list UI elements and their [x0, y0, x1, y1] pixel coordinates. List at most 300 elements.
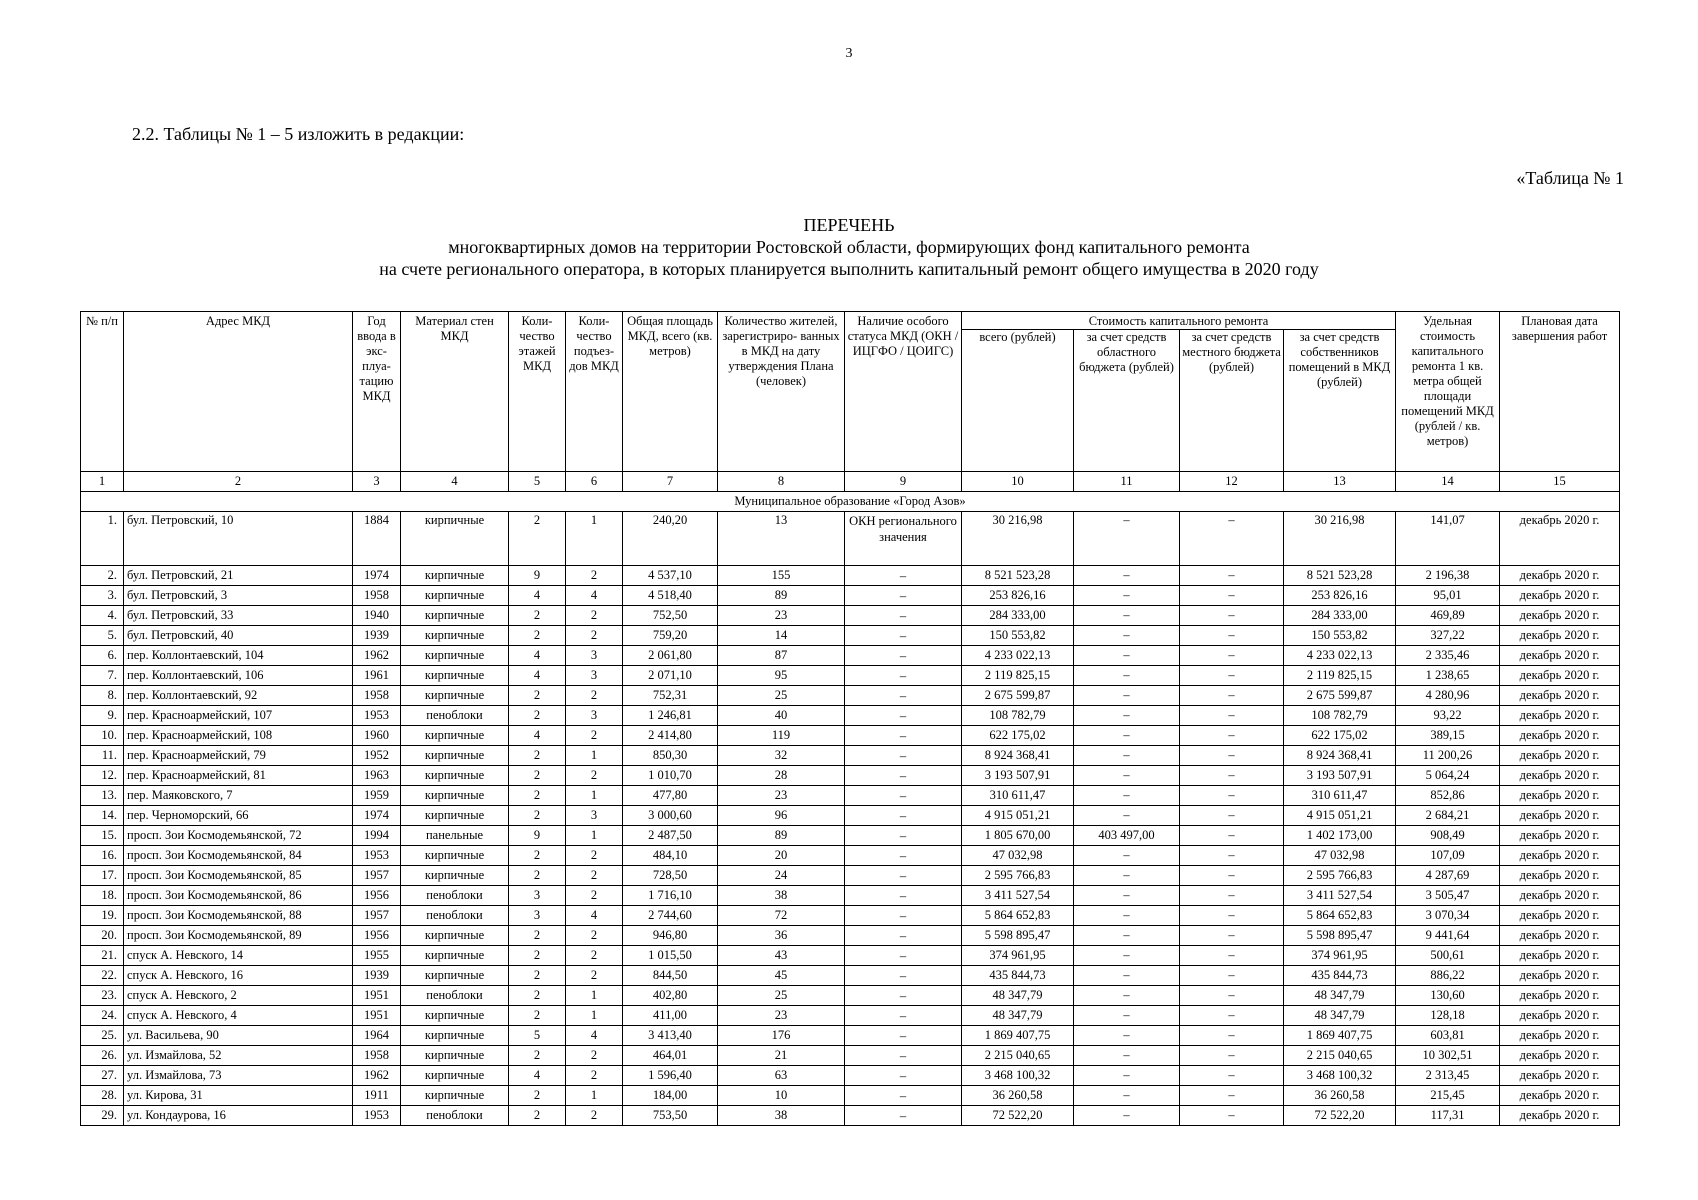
entrances-cell: 1 [566, 986, 623, 1006]
entrances-cell: 2 [566, 686, 623, 706]
cost-regional-cell: – [1074, 946, 1180, 966]
row-number: 8. [81, 686, 124, 706]
planned-date-cell: декабрь 2020 г. [1500, 606, 1620, 626]
floors-cell: 2 [509, 1006, 566, 1026]
cost-total-cell: 2 675 599,87 [962, 686, 1074, 706]
area-cell: 2 071,10 [623, 666, 718, 686]
year-cell: 1939 [353, 626, 401, 646]
cost-regional-cell: – [1074, 686, 1180, 706]
material-cell: кирпичные [401, 686, 509, 706]
cost-local-cell: – [1180, 986, 1284, 1006]
cost-local-cell: – [1180, 706, 1284, 726]
table-row [81, 1046, 1620, 1066]
planned-date-cell: декабрь 2020 г. [1500, 1106, 1620, 1126]
address-cell: ул. Измайлова, 52 [124, 1046, 353, 1066]
material-cell: кирпичные [401, 1066, 509, 1086]
cost-total-cell: 2 119 825,15 [962, 666, 1074, 686]
row-number: 12. [81, 766, 124, 786]
entrances-cell: 2 [566, 566, 623, 586]
header-area: Общая площадь МКД, всего (кв. метров) [623, 312, 718, 472]
cost-total-cell: 435 844,73 [962, 966, 1074, 986]
table-row [81, 512, 1620, 566]
status-cell: – [845, 886, 962, 906]
year-cell: 1994 [353, 826, 401, 846]
cost-owners-cell: 2 675 599,87 [1284, 686, 1396, 706]
area-cell: 752,31 [623, 686, 718, 706]
table-row [81, 866, 1620, 886]
residents-cell: 32 [718, 746, 845, 766]
floors-cell: 2 [509, 1086, 566, 1106]
address-cell: спуск А. Невского, 2 [124, 986, 353, 1006]
material-cell: кирпичные [401, 512, 509, 566]
row-number: 29. [81, 1106, 124, 1126]
row-number: 27. [81, 1066, 124, 1086]
address-cell: ул. Кондаурова, 16 [124, 1106, 353, 1126]
floors-cell: 3 [509, 906, 566, 926]
planned-date-cell: декабрь 2020 г. [1500, 1086, 1620, 1106]
floors-cell: 4 [509, 586, 566, 606]
cost-regional-cell: – [1074, 766, 1180, 786]
address-cell: просп. Зои Космодемьянской, 85 [124, 866, 353, 886]
area-cell: 759,20 [623, 626, 718, 646]
entrances-cell: 2 [566, 846, 623, 866]
year-cell: 1959 [353, 786, 401, 806]
entrances-cell: 1 [566, 512, 623, 566]
status-cell: – [845, 786, 962, 806]
row-number: 10. [81, 726, 124, 746]
unit-cost-cell: 1 238,65 [1396, 666, 1500, 686]
area-cell: 844,50 [623, 966, 718, 986]
header-year: Год ввода в экс- плуа- тацию МКД [353, 312, 401, 472]
cost-regional-cell: – [1074, 1086, 1180, 1106]
area-cell: 2 744,60 [623, 906, 718, 926]
cost-local-cell: – [1180, 966, 1284, 986]
entrances-cell: 4 [566, 586, 623, 606]
status-cell: – [845, 766, 962, 786]
cost-local-cell: – [1180, 566, 1284, 586]
column-number: 9 [845, 472, 962, 492]
unit-cost-cell: 107,09 [1396, 846, 1500, 866]
floors-cell: 4 [509, 726, 566, 746]
row-number: 15. [81, 826, 124, 846]
cost-owners-cell: 253 826,16 [1284, 586, 1396, 606]
column-number: 6 [566, 472, 623, 492]
table-row [81, 1066, 1620, 1086]
residents-cell: 38 [718, 1106, 845, 1126]
cost-local-cell: – [1180, 806, 1284, 826]
planned-date-cell: декабрь 2020 г. [1500, 1006, 1620, 1026]
column-number: 10 [962, 472, 1074, 492]
cost-total-cell: 108 782,79 [962, 706, 1074, 726]
row-number: 3. [81, 586, 124, 606]
area-cell: 484,10 [623, 846, 718, 866]
planned-date-cell: декабрь 2020 г. [1500, 946, 1620, 966]
year-cell: 1956 [353, 926, 401, 946]
cost-local-cell: – [1180, 886, 1284, 906]
table-row [81, 606, 1620, 626]
status-cell: – [845, 986, 962, 1006]
material-cell: кирпичные [401, 1006, 509, 1026]
cost-local-cell: – [1180, 746, 1284, 766]
cost-regional-cell: – [1074, 1006, 1180, 1026]
table-row [81, 966, 1620, 986]
material-cell: кирпичные [401, 766, 509, 786]
cost-owners-cell: 310 611,47 [1284, 786, 1396, 806]
area-cell: 402,80 [623, 986, 718, 1006]
area-cell: 3 413,40 [623, 1026, 718, 1046]
title-line-2: на счете регионального оператора, в которых планируется выполнить капитальный ремонт общего имущества в 2020 году [379, 259, 1319, 279]
floors-cell: 2 [509, 806, 566, 826]
cost-regional-cell: – [1074, 886, 1180, 906]
cost-owners-cell: 48 347,79 [1284, 1006, 1396, 1026]
unit-cost-cell: 5 064,24 [1396, 766, 1500, 786]
table-row [81, 1106, 1620, 1126]
cost-total-cell: 150 553,82 [962, 626, 1074, 646]
material-cell: кирпичные [401, 646, 509, 666]
row-number: 4. [81, 606, 124, 626]
entrances-cell: 1 [566, 1006, 623, 1026]
material-cell: кирпичные [401, 946, 509, 966]
table-row [81, 686, 1620, 706]
cost-local-cell: – [1180, 606, 1284, 626]
cost-local-cell: – [1180, 866, 1284, 886]
cost-owners-cell: 8 924 368,41 [1284, 746, 1396, 766]
title-line-1: многоквартирных домов на территории Ростовской области, формирующих фонд капитального ремонта [448, 237, 1250, 257]
cost-owners-cell: 3 411 527,54 [1284, 886, 1396, 906]
year-cell: 1939 [353, 966, 401, 986]
column-number: 12 [1180, 472, 1284, 492]
unit-cost-cell: 3 070,34 [1396, 906, 1500, 926]
cost-total-cell: 8 521 523,28 [962, 566, 1074, 586]
cost-local-cell: – [1180, 786, 1284, 806]
address-cell: пер. Коллонтаевский, 106 [124, 666, 353, 686]
cost-regional-cell: – [1074, 566, 1180, 586]
table-row [81, 1006, 1620, 1026]
cost-regional-cell: – [1074, 986, 1180, 1006]
header-planned-date: Плановая дата завершения работ [1500, 312, 1620, 472]
floors-cell: 4 [509, 1066, 566, 1086]
entrances-cell: 2 [566, 1046, 623, 1066]
residents-cell: 25 [718, 986, 845, 1006]
residents-cell: 14 [718, 626, 845, 646]
area-cell: 1 010,70 [623, 766, 718, 786]
year-cell: 1964 [353, 1026, 401, 1046]
table-row [81, 626, 1620, 646]
planned-date-cell: декабрь 2020 г. [1500, 1066, 1620, 1086]
floors-cell: 2 [509, 1046, 566, 1066]
status-cell: – [845, 566, 962, 586]
floors-cell: 2 [509, 846, 566, 866]
row-number: 6. [81, 646, 124, 666]
area-cell: 240,20 [623, 512, 718, 566]
cost-local-cell: – [1180, 946, 1284, 966]
cost-regional-cell: – [1074, 512, 1180, 566]
floors-cell: 2 [509, 512, 566, 566]
column-number-row [81, 472, 1620, 492]
cost-owners-cell: 3 468 100,32 [1284, 1066, 1396, 1086]
table-row [81, 726, 1620, 746]
address-cell: пер. Коллонтаевский, 92 [124, 686, 353, 706]
table-row [81, 886, 1620, 906]
area-cell: 2 061,80 [623, 646, 718, 666]
material-cell: кирпичные [401, 966, 509, 986]
year-cell: 1955 [353, 946, 401, 966]
year-cell: 1940 [353, 606, 401, 626]
planned-date-cell: декабрь 2020 г. [1500, 766, 1620, 786]
cost-total-cell: 48 347,79 [962, 986, 1074, 1006]
entrances-cell: 2 [566, 1066, 623, 1086]
floors-cell: 5 [509, 1026, 566, 1046]
cost-local-cell: – [1180, 926, 1284, 946]
year-cell: 1953 [353, 846, 401, 866]
address-cell: пер. Маяковского, 7 [124, 786, 353, 806]
table-row [81, 986, 1620, 1006]
cost-owners-cell: 5 864 652,83 [1284, 906, 1396, 926]
cost-total-cell: 2 595 766,83 [962, 866, 1074, 886]
cost-total-cell: 4 233 022,13 [962, 646, 1074, 666]
table-row [81, 746, 1620, 766]
cost-local-cell: – [1180, 686, 1284, 706]
row-number: 25. [81, 1026, 124, 1046]
status-cell: – [845, 1026, 962, 1046]
area-cell: 184,00 [623, 1086, 718, 1106]
planned-date-cell: декабрь 2020 г. [1500, 586, 1620, 606]
row-number: 9. [81, 706, 124, 726]
cost-total-cell: 30 216,98 [962, 512, 1074, 566]
residents-cell: 45 [718, 966, 845, 986]
residents-cell: 36 [718, 926, 845, 946]
buildings-table [80, 311, 1620, 1126]
entrances-cell: 2 [566, 626, 623, 646]
residents-cell: 95 [718, 666, 845, 686]
cost-regional-cell: – [1074, 746, 1180, 766]
cost-local-cell: – [1180, 1006, 1284, 1026]
address-cell: спуск А. Невского, 14 [124, 946, 353, 966]
table-row [81, 926, 1620, 946]
year-cell: 1956 [353, 886, 401, 906]
cost-total-cell: 47 032,98 [962, 846, 1074, 866]
column-number: 3 [353, 472, 401, 492]
material-cell: пеноблоки [401, 886, 509, 906]
header-address: Адрес МКД [124, 312, 353, 472]
entrances-cell: 3 [566, 806, 623, 826]
floors-cell: 2 [509, 706, 566, 726]
address-cell: бул. Петровский, 21 [124, 566, 353, 586]
area-cell: 728,50 [623, 866, 718, 886]
cost-local-cell: – [1180, 906, 1284, 926]
table-row [81, 826, 1620, 846]
table-row [81, 906, 1620, 926]
entrances-cell: 3 [566, 666, 623, 686]
unit-cost-cell: 886,22 [1396, 966, 1500, 986]
intro-text: 2.2. Таблицы № 1 – 5 изложить в редакции: [132, 124, 465, 144]
cost-total-cell: 1 805 670,00 [962, 826, 1074, 846]
cost-total-cell: 4 915 051,21 [962, 806, 1074, 826]
year-cell: 1963 [353, 766, 401, 786]
row-number: 5. [81, 626, 124, 646]
material-cell: кирпичные [401, 1046, 509, 1066]
residents-cell: 21 [718, 1046, 845, 1066]
cost-total-cell: 72 522,20 [962, 1106, 1074, 1126]
residents-cell: 38 [718, 886, 845, 906]
row-number: 17. [81, 866, 124, 886]
row-number: 22. [81, 966, 124, 986]
cost-owners-cell: 3 193 507,91 [1284, 766, 1396, 786]
unit-cost-cell: 130,60 [1396, 986, 1500, 1006]
unit-cost-cell: 215,45 [1396, 1086, 1500, 1106]
status-cell: – [845, 606, 962, 626]
section-row [81, 492, 1620, 512]
row-number: 14. [81, 806, 124, 826]
cost-total-cell: 253 826,16 [962, 586, 1074, 606]
entrances-cell: 2 [566, 1106, 623, 1126]
address-cell: бул. Петровский, 40 [124, 626, 353, 646]
area-cell: 1 015,50 [623, 946, 718, 966]
row-number: 1. [81, 512, 124, 566]
material-cell: кирпичные [401, 626, 509, 646]
cost-local-cell: – [1180, 1066, 1284, 1086]
address-cell: спуск А. Невского, 4 [124, 1006, 353, 1026]
cost-owners-cell: 30 216,98 [1284, 512, 1396, 566]
residents-cell: 24 [718, 866, 845, 886]
area-cell: 946,80 [623, 926, 718, 946]
header-cost-local: за счет средств местного бюджета (рублей) [1180, 330, 1284, 472]
status-cell: – [845, 666, 962, 686]
unit-cost-cell: 908,49 [1396, 826, 1500, 846]
cost-local-cell: – [1180, 1086, 1284, 1106]
cost-regional-cell: 403 497,00 [1074, 826, 1180, 846]
entrances-cell: 4 [566, 1026, 623, 1046]
planned-date-cell: декабрь 2020 г. [1500, 886, 1620, 906]
floors-cell: 9 [509, 566, 566, 586]
header-cost-group: Стоимость капитального ремонта [962, 312, 1396, 330]
area-cell: 3 000,60 [623, 806, 718, 826]
page-number: 3 [845, 46, 853, 61]
address-cell: ул. Кирова, 31 [124, 1086, 353, 1106]
unit-cost-cell: 95,01 [1396, 586, 1500, 606]
header-entrances: Коли- чество подъез- дов МКД [566, 312, 623, 472]
year-cell: 1974 [353, 566, 401, 586]
area-cell: 464,01 [623, 1046, 718, 1066]
entrances-cell: 1 [566, 1086, 623, 1106]
floors-cell: 4 [509, 666, 566, 686]
cost-local-cell: – [1180, 1106, 1284, 1126]
cost-owners-cell: 5 598 895,47 [1284, 926, 1396, 946]
cost-regional-cell: – [1074, 1106, 1180, 1126]
cost-local-cell: – [1180, 826, 1284, 846]
floors-cell: 3 [509, 886, 566, 906]
address-cell: пер. Черноморский, 66 [124, 806, 353, 826]
cost-total-cell: 2 215 040,65 [962, 1046, 1074, 1066]
status-cell: – [845, 626, 962, 646]
address-cell: пер. Красноармейский, 107 [124, 706, 353, 726]
residents-cell: 89 [718, 586, 845, 606]
column-number: 13 [1284, 472, 1396, 492]
residents-cell: 87 [718, 646, 845, 666]
year-cell: 1951 [353, 986, 401, 1006]
row-number: 19. [81, 906, 124, 926]
planned-date-cell: декабрь 2020 г. [1500, 986, 1620, 1006]
status-cell: – [845, 1066, 962, 1086]
status-cell: – [845, 946, 962, 966]
area-cell: 752,50 [623, 606, 718, 626]
row-number: 26. [81, 1046, 124, 1066]
cost-regional-cell: – [1074, 586, 1180, 606]
year-cell: 1911 [353, 1086, 401, 1106]
cost-total-cell: 48 347,79 [962, 1006, 1074, 1026]
floors-cell: 2 [509, 866, 566, 886]
row-number: 24. [81, 1006, 124, 1026]
cost-local-cell: – [1180, 626, 1284, 646]
address-cell: пер. Красноармейский, 108 [124, 726, 353, 746]
header-no: № п/п [81, 312, 124, 472]
row-number: 7. [81, 666, 124, 686]
column-number: 14 [1396, 472, 1500, 492]
material-cell: кирпичные [401, 846, 509, 866]
unit-cost-cell: 603,81 [1396, 1026, 1500, 1046]
column-number: 8 [718, 472, 845, 492]
cost-owners-cell: 2 119 825,15 [1284, 666, 1396, 686]
section-title: Муниципальное образование «Город Азов» [81, 492, 1620, 512]
material-cell: пеноблоки [401, 706, 509, 726]
cost-total-cell: 284 333,00 [962, 606, 1074, 626]
floors-cell: 2 [509, 966, 566, 986]
cost-total-cell: 1 869 407,75 [962, 1026, 1074, 1046]
planned-date-cell: декабрь 2020 г. [1500, 726, 1620, 746]
cost-owners-cell: 72 522,20 [1284, 1106, 1396, 1126]
cost-local-cell: – [1180, 1046, 1284, 1066]
residents-cell: 96 [718, 806, 845, 826]
cost-regional-cell: – [1074, 966, 1180, 986]
table-row [81, 646, 1620, 666]
address-cell: бул. Петровский, 3 [124, 586, 353, 606]
material-cell: кирпичные [401, 806, 509, 826]
status-cell: – [845, 846, 962, 866]
cost-owners-cell: 1 402 173,00 [1284, 826, 1396, 846]
column-number: 4 [401, 472, 509, 492]
address-cell: пер. Красноармейский, 79 [124, 746, 353, 766]
entrances-cell: 1 [566, 746, 623, 766]
row-number: 2. [81, 566, 124, 586]
status-cell: – [845, 906, 962, 926]
year-cell: 1962 [353, 1066, 401, 1086]
unit-cost-cell: 469,89 [1396, 606, 1500, 626]
planned-date-cell: декабрь 2020 г. [1500, 626, 1620, 646]
residents-cell: 23 [718, 786, 845, 806]
floors-cell: 2 [509, 766, 566, 786]
cost-regional-cell: – [1074, 866, 1180, 886]
residents-cell: 72 [718, 906, 845, 926]
planned-date-cell: декабрь 2020 г. [1500, 746, 1620, 766]
cost-regional-cell: – [1074, 626, 1180, 646]
address-cell: просп. Зои Космодемьянской, 84 [124, 846, 353, 866]
residents-cell: 40 [718, 706, 845, 726]
header-floors: Коли- чество этажей МКД [509, 312, 566, 472]
year-cell: 1884 [353, 512, 401, 566]
area-cell: 477,80 [623, 786, 718, 806]
entrances-cell: 1 [566, 826, 623, 846]
row-number: 21. [81, 946, 124, 966]
table-row [81, 1086, 1620, 1106]
material-cell: кирпичные [401, 1086, 509, 1106]
floors-cell: 2 [509, 786, 566, 806]
unit-cost-cell: 117,31 [1396, 1106, 1500, 1126]
material-cell: кирпичные [401, 866, 509, 886]
unit-cost-cell: 500,61 [1396, 946, 1500, 966]
cost-owners-cell: 4 915 051,21 [1284, 806, 1396, 826]
status-cell: – [845, 866, 962, 886]
table-row [81, 666, 1620, 686]
